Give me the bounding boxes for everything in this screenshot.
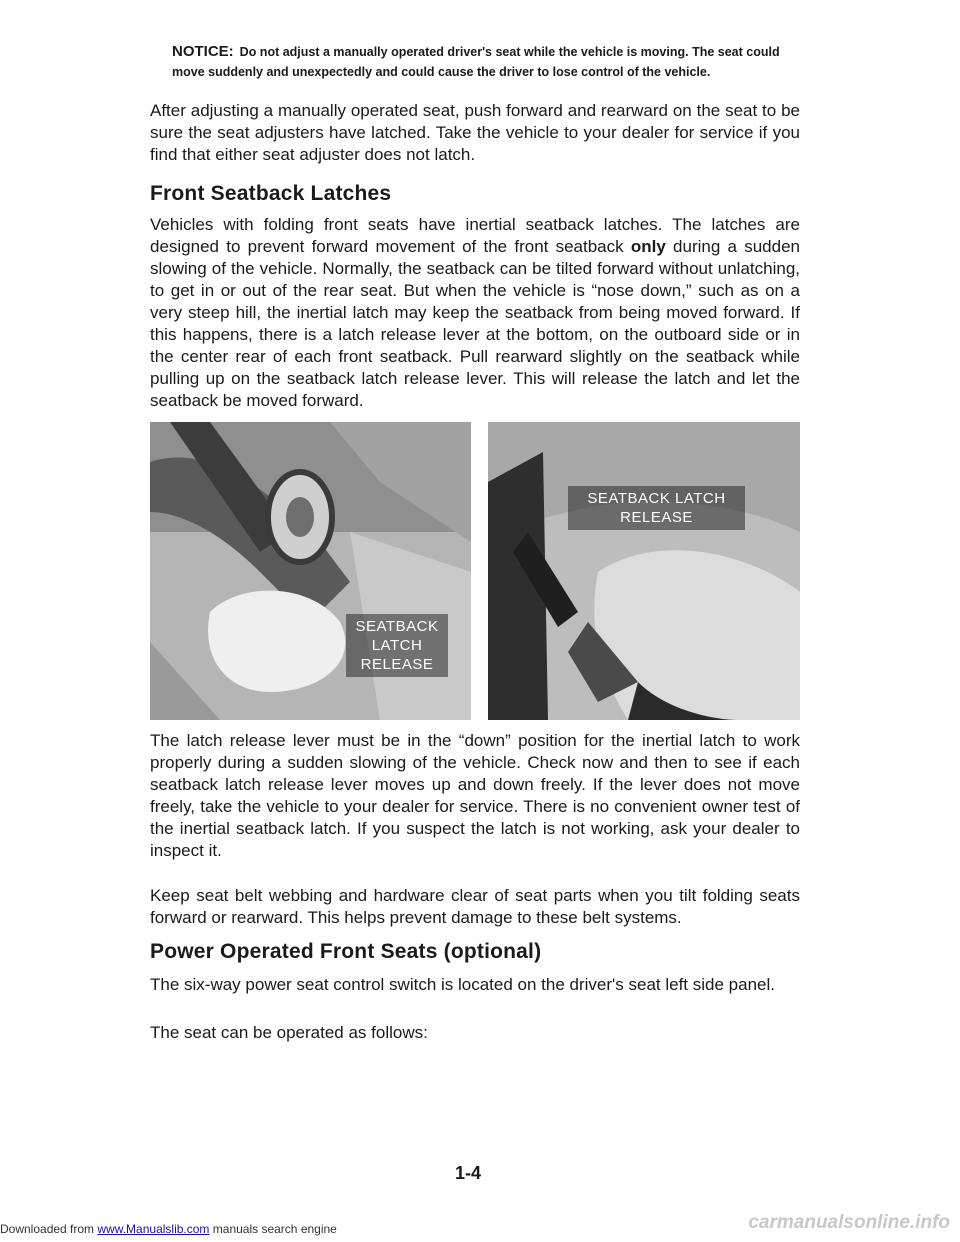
footer-prefix: Downloaded from bbox=[0, 1222, 98, 1236]
paragraph-belt-webbing: Keep seat belt webbing and hardware clear of seat parts when you tilt folding seats forward or rearward. This helps prevent damage to these belt systems. bbox=[150, 886, 800, 927]
photo-right-illustration bbox=[488, 422, 800, 720]
photo-left-label: SEATBACK LATCH RELEASE bbox=[346, 614, 448, 677]
footer-link[interactable]: www.Manualslib.com bbox=[97, 1222, 210, 1236]
paragraph-latch-down: The latch release lever must be in the “down” position for the inertial latch to work properly during a sudden slowing of the vehicle. Check now and then to see if each seatback latch release lever moves up and down freely. If the lever does not move freely, take the vehicle to your dealer for service. There is no convenient owner test of the inertial seatback latch. If you suspect the latch is not working, ask your dealer to inspect it. bbox=[150, 731, 800, 860]
paragraph-after-adjusting: After adjusting a manually operated seat, push forward and rearward on the seat to be sure the seat adjusters have latched. Take the vehicle to your dealer for service if you find that either seat adjuster does not latch. bbox=[150, 101, 800, 164]
notice-block bbox=[172, 42, 812, 82]
latches-text-part2: during a sudden slowing of the vehicle. Normally, the seatback can be tilted forward without unlatching, to get in or out of the rear seat. But when the vehicle is “nose down,” such as on a very steep hill, the inertial latch may keep the seatback from being moved forward. If this happens, there is a latch release lever at the bottom, on the outboard side or in the center rear of each front seatback. Pull rearward slightly on the seatback while pulling up on the seatback latch release lever. This will release the latch and let the seatback be moved forward. bbox=[150, 237, 801, 410]
notice-label: NOTICE: bbox=[172, 43, 234, 60]
photo-right-latch bbox=[488, 422, 800, 720]
heading-power-seats: Power Operated Front Seats (optional) bbox=[150, 940, 542, 963]
paragraph-power-switch: The six-way power seat control switch is located on the driver's seat left side panel. bbox=[150, 975, 775, 994]
notice-text: Do not adjust a manually operated driver's seat while the vehicle is moving. The seat could move suddenly and unexpectedly and could cause the driver to lose control of the vehicle. bbox=[172, 45, 780, 79]
watermark-logo: carmanualsonline.info bbox=[748, 1212, 950, 1233]
footer-suffix: manuals search engine bbox=[209, 1222, 337, 1236]
latches-text-part1: Vehicles with folding front seats have inertial seatback latches. The latches are designed to prevent forward movement of the front seatback bbox=[150, 215, 800, 256]
paragraph-seatback-latches bbox=[150, 214, 800, 412]
photo-left-latch bbox=[150, 422, 471, 720]
page-number: 1-4 bbox=[455, 1163, 482, 1183]
paragraph-operated-as-follows: The seat can be operated as follows: bbox=[150, 1023, 428, 1042]
heading-front-seatback-latches: Front Seatback Latches bbox=[150, 182, 392, 205]
photo-right-label: SEATBACK LATCH RELEASE bbox=[568, 486, 745, 530]
latches-emphasis-only: only bbox=[630, 237, 666, 256]
download-footer bbox=[0, 1222, 337, 1236]
